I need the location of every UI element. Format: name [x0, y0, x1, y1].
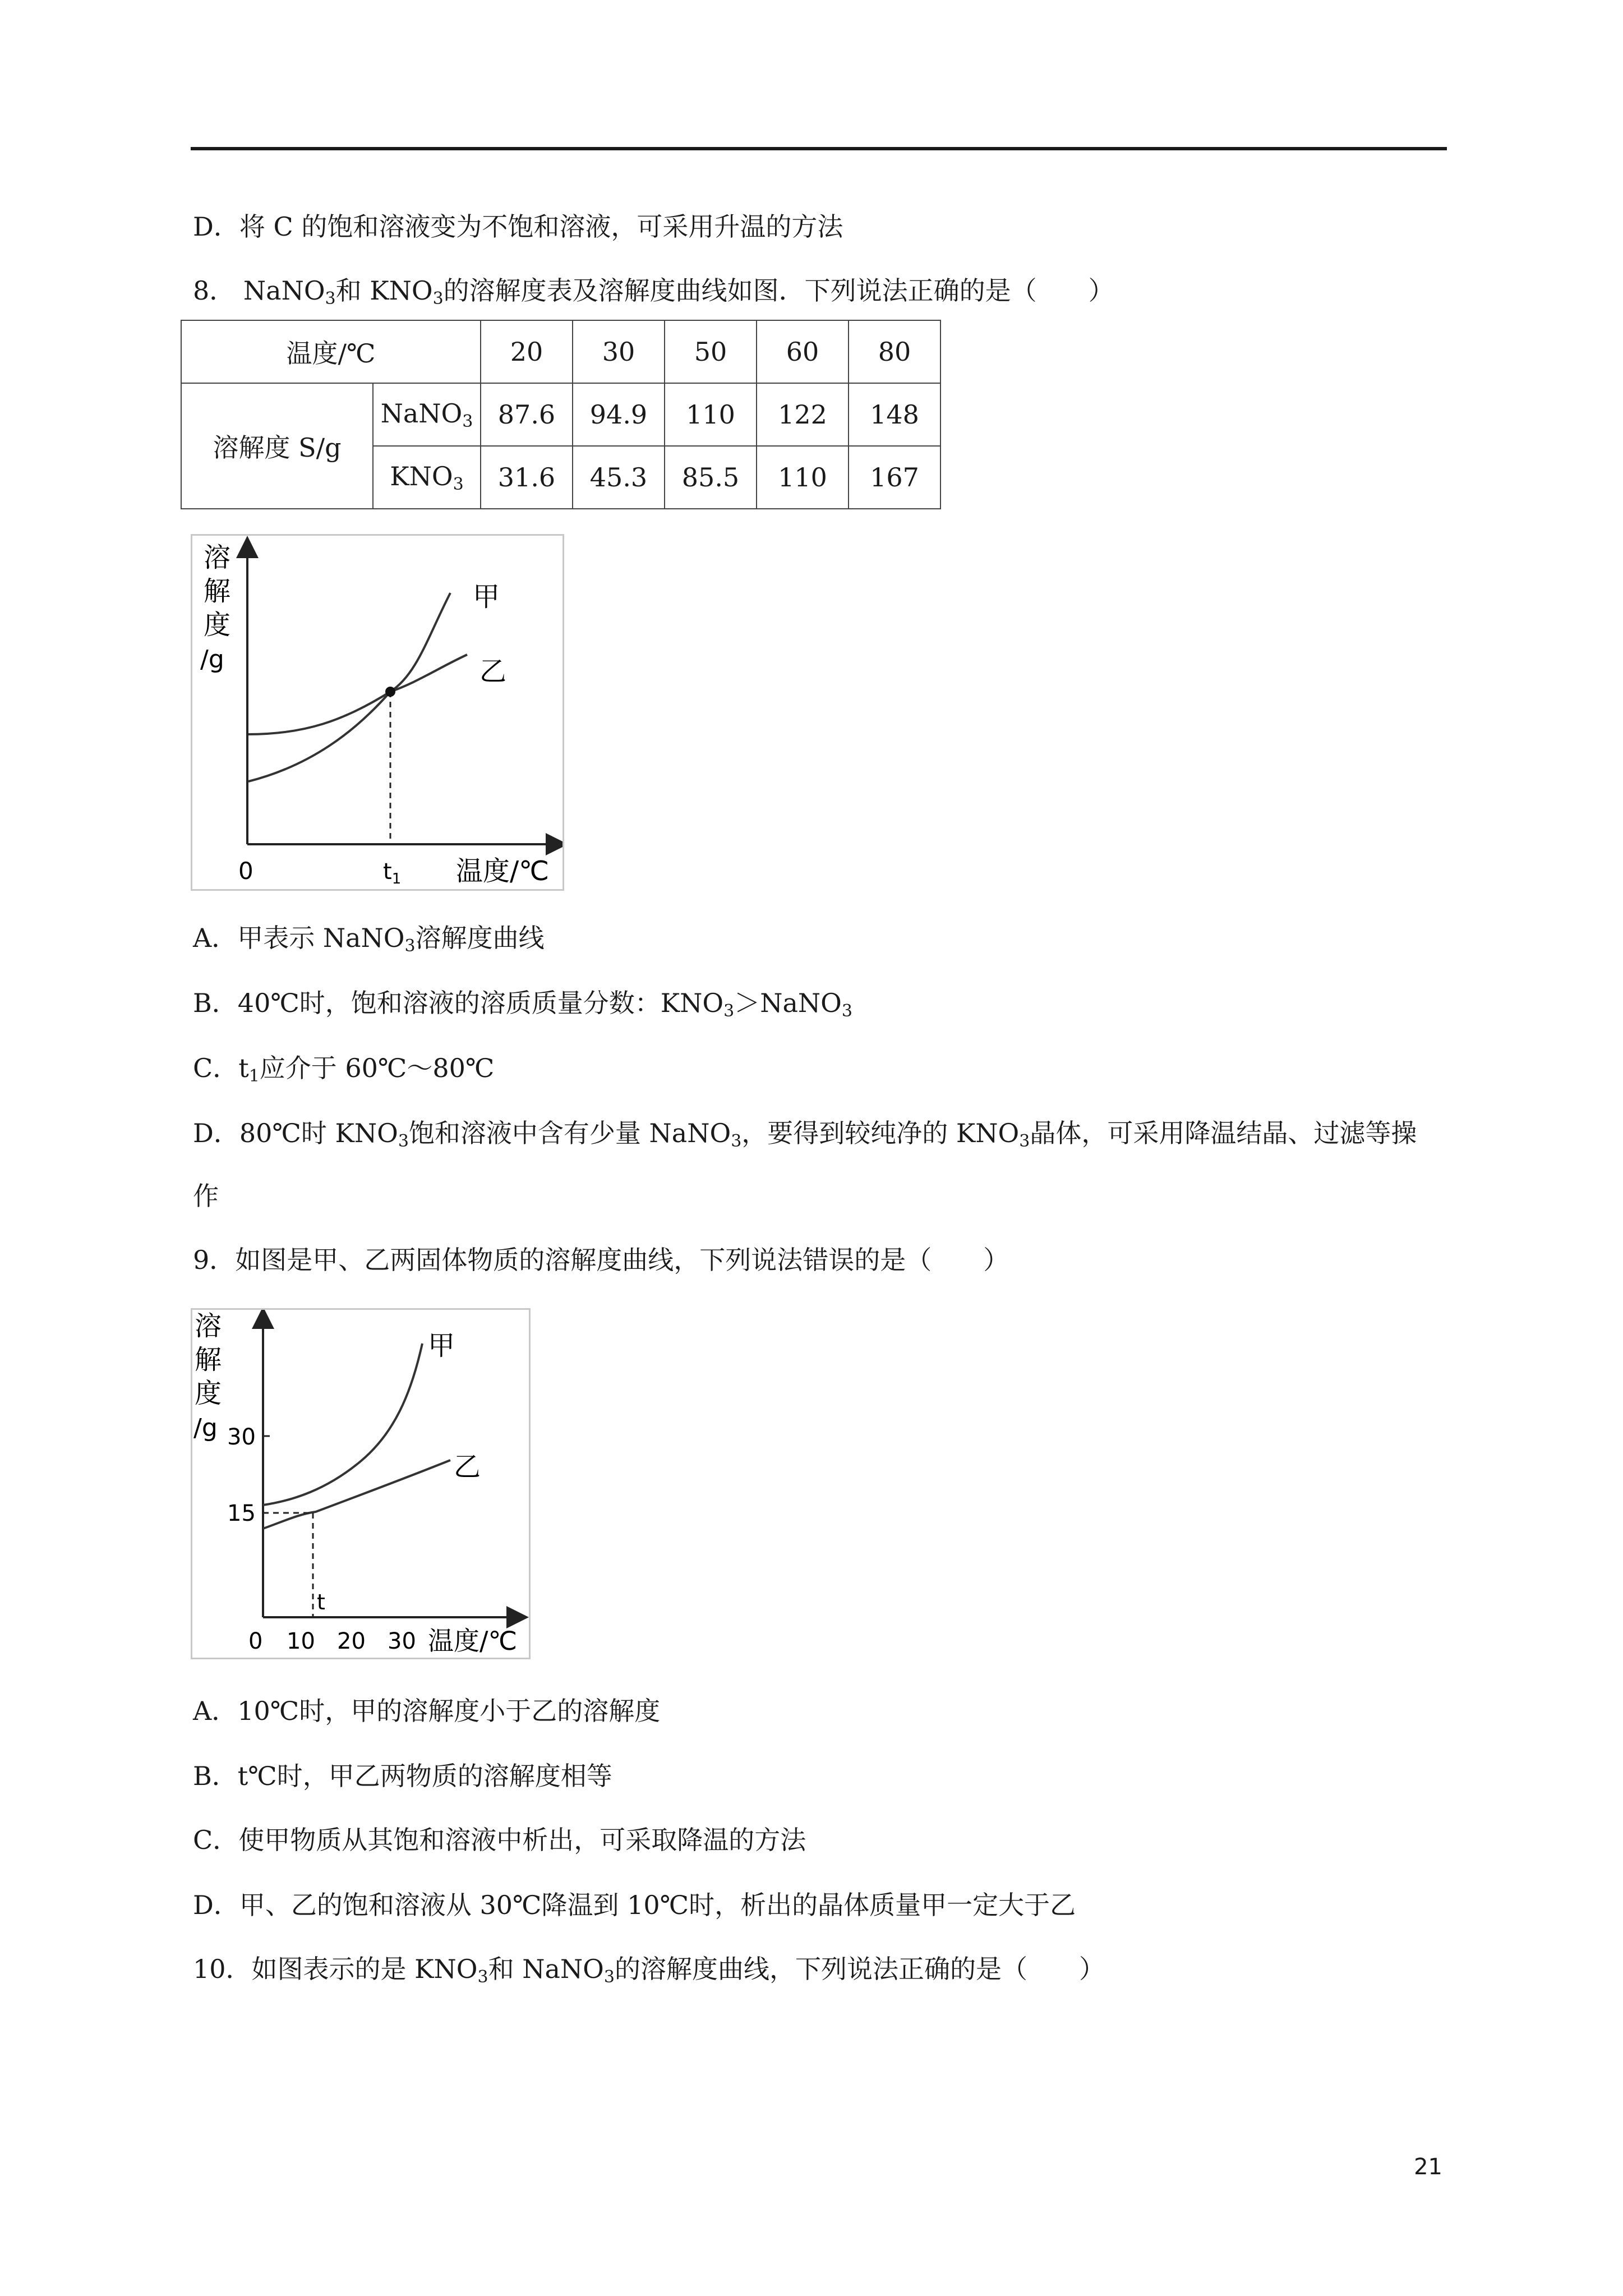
q9-option-d: D．甲、乙的饱和溶液从 30℃降温到 10℃时，析出的晶体质量甲一定大于乙: [193, 1890, 1076, 1920]
temp-cell: 60: [757, 320, 849, 383]
x-tick-label: 10: [287, 1628, 315, 1654]
q7-option-d: D．将 C 的饱和溶液变为不饱和溶液，可采用升温的方法: [193, 211, 843, 242]
curve-jia-label: 甲: [473, 581, 500, 613]
origin-label: 0: [238, 857, 253, 885]
q9-option-c: C．使甲物质从其饱和溶液中析出，可采取降温的方法: [193, 1825, 806, 1855]
q9-figure-svg: [192, 1310, 529, 1658]
value-cell: 148: [849, 383, 940, 446]
q8-option-d-continued: 作: [193, 1181, 219, 1211]
value-cell: 85.5: [665, 446, 757, 509]
x-axis-label: 温度/℃: [428, 1626, 518, 1656]
y-label-3: 度: [195, 1378, 222, 1409]
y-tick-label: 15: [227, 1501, 256, 1526]
q8-solubility-figure: [191, 534, 564, 891]
curve-yi: [263, 1460, 450, 1529]
q8-option-d: D．80℃时 $KNO_3$饱和溶液中含有少量 NaNO$_3$，要得到较纯净的 $KNO_3$晶体，可采用降温结晶、过滤等操: [193, 1118, 1417, 1151]
curve-yi: [248, 655, 467, 781]
value-cell: 87.6: [481, 383, 573, 446]
y-label-4: /g: [193, 1414, 218, 1442]
page-number: 21: [1414, 2154, 1442, 2180]
value-cell: 110: [665, 383, 757, 446]
x-tick-label: 0: [248, 1628, 263, 1654]
x-tick-label: 20: [337, 1628, 366, 1654]
t1-label: $t_1$: [383, 859, 402, 887]
q9-option-b: B．t℃时，甲乙两物质的溶解度相等: [193, 1761, 612, 1791]
y-label-3: 度: [204, 609, 231, 641]
q8-option-c: C．$t_1$应介于 60℃～80℃: [193, 1053, 495, 1086]
temp-cell: 80: [849, 320, 940, 383]
y-label-4: /g: [200, 645, 224, 674]
substance-cell: NaNO$_3$: [373, 383, 481, 446]
x-axis-label: 温度/℃: [456, 855, 550, 887]
temp-cell: 50: [665, 320, 757, 383]
curve-yi-label: 乙: [454, 1451, 481, 1483]
value-cell: 45.3: [573, 446, 665, 509]
q9-stem: 9．如图是甲、乙两固体物质的溶解度曲线，下列说法错误的是（ ）: [193, 1245, 1009, 1275]
curve-jia-label: 甲: [428, 1330, 455, 1361]
q9-option-a: A．10℃时，甲的溶解度小于乙的溶解度: [193, 1696, 661, 1726]
temperature-header: 温度/℃: [181, 320, 481, 383]
q10-stem: 10．如图表示的是 $KNO_3$和 NaNO$_3$的溶解度曲线，下列说法正确的是（ ）: [193, 1954, 1105, 1987]
temp-cell: 20: [481, 320, 573, 383]
y-label-1: 溶: [204, 542, 231, 573]
y-tick-label: 30: [227, 1424, 256, 1450]
value-cell: 122: [757, 383, 849, 446]
solubility-table: [181, 320, 941, 509]
temp-cell: 30: [573, 320, 665, 383]
q9-solubility-figure: [191, 1308, 531, 1659]
intersection-point: [385, 687, 395, 697]
table-row: [181, 320, 940, 383]
curve-yi-label: 乙: [479, 656, 507, 687]
substance-cell: $KNO_3$: [373, 446, 481, 509]
q8-figure-svg: [192, 536, 562, 889]
q8-option-b: B．40℃时，饱和溶液的溶质质量分数：$KNO_3>NaNO_3$: [193, 988, 852, 1021]
header-rule: [191, 147, 1447, 150]
y-label-1: 溶: [195, 1310, 222, 1342]
value-cell: 110: [757, 446, 849, 509]
curve-jia: [248, 593, 450, 734]
t-label: t: [317, 1590, 325, 1614]
y-label-2: 解: [204, 576, 231, 607]
solubility-row-label: 溶解度 S/g: [181, 383, 373, 509]
q8-stem: 8． NaNO$_3$和 $KNO_3$的溶解度表及溶解度曲线如图．下列说法正确的是（ ）: [193, 275, 1114, 309]
y-label-2: 解: [195, 1344, 222, 1375]
value-cell: 167: [849, 446, 940, 509]
value-cell: 94.9: [573, 383, 665, 446]
x-tick-label: 30: [388, 1628, 416, 1654]
q8-option-a: A．甲表示 NaNO$_3$溶解度曲线: [193, 923, 545, 956]
value-cell: 31.6: [481, 446, 573, 509]
table-row: [181, 383, 940, 446]
